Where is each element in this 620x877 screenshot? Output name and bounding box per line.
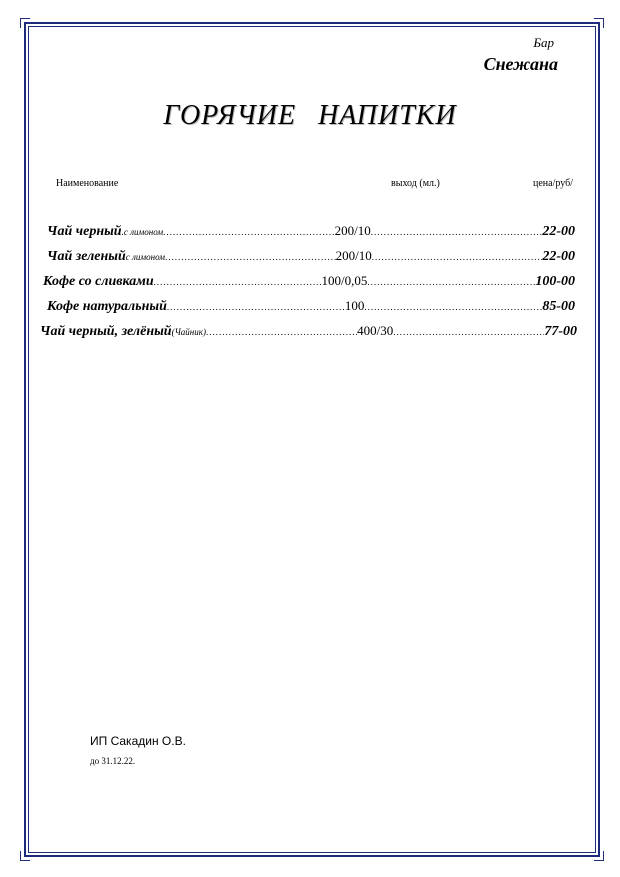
item-note: .с лимоном <box>121 227 164 237</box>
leader-dots <box>154 277 322 287</box>
leader-dots <box>364 302 542 312</box>
menu-row <box>47 298 575 315</box>
item-name: Чай черный <box>47 224 122 239</box>
item-output: 200/10 <box>335 248 372 263</box>
item-price: 85-00 <box>542 299 575 314</box>
item-output: 200/10 <box>334 223 371 238</box>
leader-dots <box>167 302 345 312</box>
leader-dots <box>372 252 543 262</box>
border-corner <box>20 18 30 28</box>
item-price: 22-00 <box>542 224 575 239</box>
item-note: с лимоном <box>125 252 166 262</box>
menu-row <box>40 323 577 340</box>
item-price: 100-00 <box>535 274 575 289</box>
bar-label: Бар <box>533 35 554 50</box>
column-header-output: выход (мл.) <box>391 178 440 189</box>
leader-dots <box>393 327 544 337</box>
item-name: Кофе натуральный <box>47 299 167 314</box>
leader-dots <box>367 277 535 287</box>
border-corner <box>594 851 604 861</box>
leader-dots <box>165 252 336 262</box>
menu-row <box>47 223 575 240</box>
leader-dots <box>163 227 335 237</box>
item-output: 400/30 <box>357 323 394 338</box>
item-note: (Чайник) <box>171 327 206 337</box>
menu-row <box>47 248 575 265</box>
item-output: 100/0,05 <box>321 273 368 288</box>
column-header-price: цена/руб/ <box>533 178 573 189</box>
menu-row <box>43 273 575 290</box>
item-output: 100 <box>344 298 365 313</box>
item-name: Чай зеленый <box>47 249 126 264</box>
item-name: Чай черный, зелёный <box>40 324 172 339</box>
valid-until-date: до 31.12.22. <box>90 756 136 766</box>
page-border-inner <box>28 26 596 853</box>
owner-name: ИП Сакадин О.В. <box>90 734 186 748</box>
leader-dots <box>371 227 543 237</box>
border-corner <box>594 18 604 28</box>
item-price: 22-00 <box>542 249 575 264</box>
bar-name: Снежана <box>483 54 558 74</box>
column-header-name: Наименование <box>56 178 119 189</box>
menu-title: ГОРЯЧИЕ НАПИТКИ <box>163 100 457 131</box>
border-corner <box>20 851 30 861</box>
leader-dots <box>206 327 357 337</box>
item-price: 77-00 <box>544 324 577 339</box>
item-name: Кофе со сливками <box>43 274 154 289</box>
